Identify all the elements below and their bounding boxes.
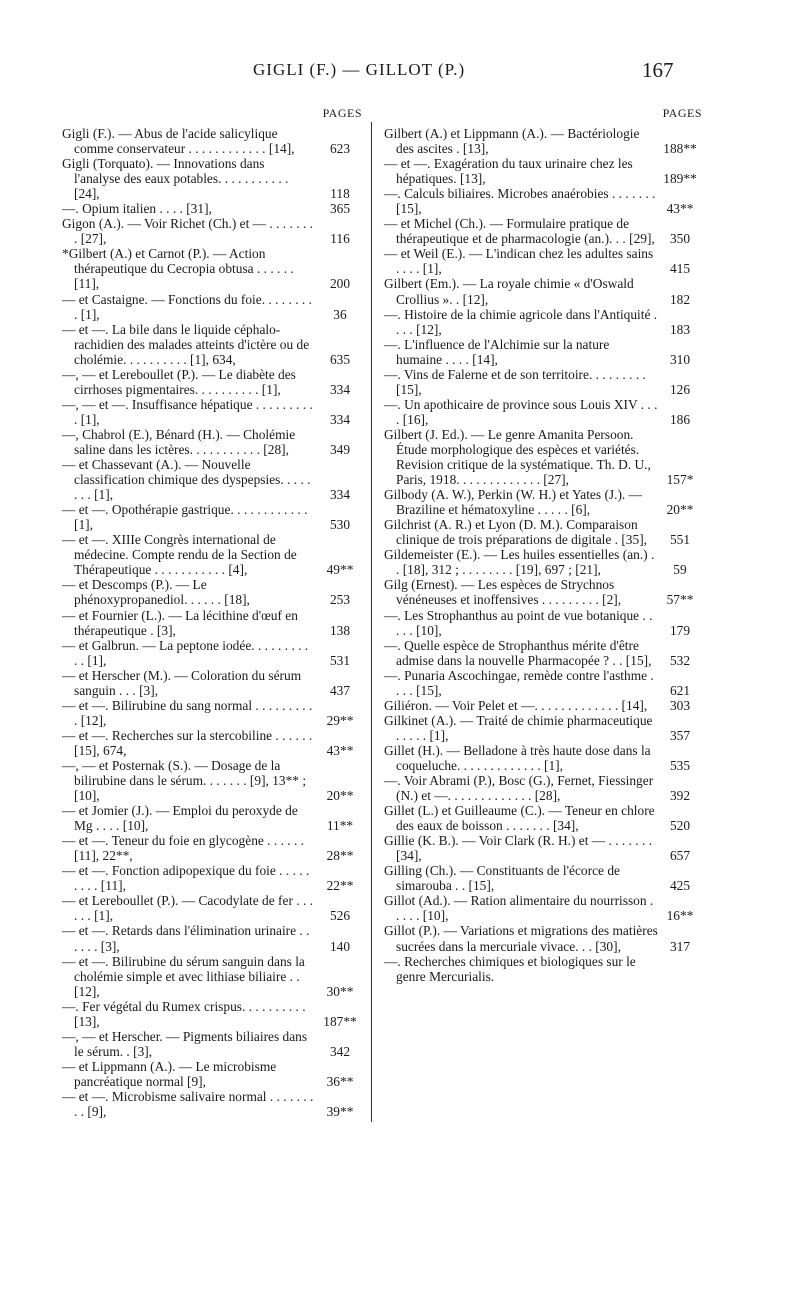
entry-text: — et —. La bile dans le liquide céphalo-rachidien des malades atteints d'ictère ou de cholémie. . . . . . . . . . [1], 634, [62,321,310,367]
entry-text: —, — et Lereboullet (P.). — Le diabète des cirrhoses pigmentaires. . . . . . . . . . [1], [62,366,296,397]
index-entry [384,517,702,547]
entry-page: 530 [329,517,351,533]
index-entry [62,954,362,999]
entry-text: —. Quelle espèce de Strophanthus mérite d'être admise dans la nouvelle Pharmacopée ? . . [15], [384,637,652,668]
entry-text: Gillot (Ad.). — Ration alimentaire du nourrisson . . . . . [10], [384,893,654,924]
right-column [384,106,702,984]
index-entry [384,367,702,397]
index-entry [62,246,362,291]
entry-page: 532 [669,652,691,668]
entry-page: 437 [329,682,351,698]
entry-text: — et Lippmann (A.). — Le microbisme pancréatique normal [9], [62,1058,277,1089]
index-entry [62,1059,362,1089]
entry-text: —. Les Strophanthus au point de vue botanique . . . . . [10], [384,607,653,638]
entry-page: 342 [329,1043,351,1059]
entry-text: Gilkinet (A.). — Traité de chimie pharmaceutique . . . . . [1], [384,712,653,743]
entry-page: 623 [329,141,351,157]
entry-text: — et —. XIIIe Congrès international de médecine. Compte rendu de la Section de Thérapeutique . . . . . . . . . . . [4], [62,532,297,578]
entry-page: 59 [673,562,687,578]
pages-column-heading: PAGES [662,106,702,120]
entry-text: — et Galbrun. — La peptone iodée. . . . . . . . . . . [1], [62,637,309,668]
entry-text: — et —. Teneur du foie en glycogène . . . . . . [11], 22**, [62,833,305,864]
entry-page: 28** [326,848,354,864]
entry-page: 36** [326,1073,354,1089]
entry-text: —. Calculs biliaires. Microbes anaérobies . . . . . . . [15], [384,186,656,217]
entry-text: — et Descomps (P.). — Le phénoxypropanediol. . . . . . [18], [62,577,250,608]
entry-page: 116 [330,231,350,247]
column-divider [371,122,372,1122]
index-entry [62,1029,362,1059]
entry-page: 334 [329,381,351,397]
index-entry [62,698,362,728]
entry-text: Gilbert (Em.). — La royale chimie « d'Oswald Crollius ». . [12], [384,276,634,307]
index-entry [62,803,362,833]
index-entry [62,608,362,638]
index-entry [384,577,702,607]
entry-page: 138 [329,622,351,638]
entry-text: Gillet (L.) et Guilleaume (C.). — Teneur en chlore des eaux de boisson . . . . . . . [34], [384,803,655,834]
entry-page: 531 [329,652,351,668]
index-entry [62,397,362,427]
index-entry [62,728,362,758]
entry-page: 334 [329,487,351,503]
entry-text: Gillot (P.). — Variations et migrations des matières sucrées dans la mercuriale vivace. . . [30], [384,923,658,954]
index-entry [62,216,362,246]
index-entry [384,608,702,638]
entry-page: 365 [329,201,351,217]
index-entry [384,923,702,953]
entry-page: 179 [669,622,691,638]
entry-text: Gillet (H.). — Belladone à très haute dose dans la coqueluche. . . . . . . . . . . . . [1], [384,742,651,773]
index-entry [384,863,702,893]
entry-page: 310 [669,351,691,367]
entry-page: 392 [669,788,691,804]
entry-text: — et —. Bilirubine du sang normal . . . . . . . . . . [12], [62,697,313,728]
entry-text: —, — et Posternak (S.). — Dosage de la bilirubine dans le sérum. . . . . . . [9], 13** ; [10], [62,757,307,804]
entry-page: 140 [329,938,351,954]
entry-page: 415 [669,261,691,277]
index-entry [384,547,702,577]
entry-text: — et —. Exagération du taux urinaire chez les hépatiques. [13], [384,156,633,187]
entry-page: 29** [326,712,354,728]
index-entry [62,863,362,893]
index-entry [62,292,362,322]
index-entry [62,833,362,863]
entry-page: 635 [329,351,351,367]
index-entry [384,638,702,668]
entry-text: —. Punaria Ascochingae, remède contre l'asthme . . . . [15], [384,667,654,698]
index-entry [384,246,702,276]
entry-text: —, Chabrol (E.), Bénard (H.). — Cholémie saline dans les ictères. . . . . . . . . . . [28], [62,426,296,457]
entry-text: — et Chassevant (A.). — Nouvelle classification chimique des dyspepsies. . . . . . . . [1], [62,457,311,503]
entry-page: 357 [669,727,691,743]
entry-text: —. Un apothicaire de province sous Louis XIV . . . . [16], [384,396,658,427]
entry-page: 526 [329,908,351,924]
entry-text: —. L'influence de l'Alchimie sur la nature humaine . . . . [14], [384,336,610,367]
entry-text: — et Jomier (J.). — Emploi du peroxyde de Mg . . . . [10], [62,803,298,834]
index-entry [384,397,702,427]
entry-text: —, — et —. Insuffisance hépatique . . . . . . . . . . [1], [62,396,313,427]
index-entry [384,893,702,923]
index-entry [384,487,702,517]
index-entry [384,713,702,743]
entry-text: Gilbody (A. W.), Perkin (W. H.) et Yates (J.). — Braziline et hématoxyline . . . . . [6], [384,487,643,518]
entry-page: 303 [669,697,691,713]
entry-page: 157* [666,472,694,488]
entry-text: Gillie (K. B.). — Voir Clark (R. H.) et — . . . . . . . [34], [384,833,653,864]
index-entry [62,999,362,1029]
entry-text: — et —. Fonction adipopexique du foie . . . . . . . . . [11], [62,863,310,894]
index-entry [384,773,702,803]
entry-page: 187** [323,1013,357,1029]
entry-text: *Gilbert (A.) et Carnot (P.). — Action thérapeutique du Cecropia obtusa . . . . . . [11], [62,246,294,292]
entry-page: 126 [669,381,691,397]
entry-text: Gilchrist (A. R.) et Lyon (D. M.). Comparaison clinique de trois préparations de digitale . [35], [384,517,647,548]
index-entry [384,186,702,216]
pages-column-heading: PAGES [322,106,362,120]
entry-page: 43** [666,201,694,217]
entry-page: 535 [669,757,691,773]
index-entry [62,156,362,201]
entry-page: 186 [669,411,691,427]
entry-text: — et Castaigne. — Fonctions du foie. . . . . . . . . [1], [62,291,312,322]
entry-text: — et Herscher (M.). — Coloration du sérum sanguin . . . [3], [62,667,302,698]
entry-text: — et Michel (Ch.). — Formulaire pratique de thérapeutique et de pharmacologie (an.). . . [29], [384,216,655,247]
index-entry [62,638,362,668]
entry-text: Gilg (Ernest). — Les espèces de Strychnos vénéneuses et inoffensives . . . . . . . . . [2], [384,577,622,608]
entry-page: 22** [326,878,354,894]
entry-page: 621 [669,682,691,698]
entry-text: Gigli (Torquato). — Innovations dans l'analyse des eaux potables. . . . . . . . . . . [24], [62,156,289,202]
index-entry [62,758,362,803]
index-entry [384,337,702,367]
entry-text: — et —. Bilirubine du sérum sanguin dans la cholémie simple et avec lithiase biliaire . . [12], [62,953,305,999]
index-entry [384,307,702,337]
entry-text: —. Fer végétal du Rumex crispus. . . . . . . . . . [13], [62,998,306,1029]
entry-text: Gigli (F.). — Abus de l'acide salicylique comme conservateur . . . . . . . . . . . . [14], [62,126,295,157]
entry-text: —. Recherches chimiques et biologiques sur le genre Mercurialis. [384,953,636,984]
entry-text: Giliéron. — Voir Pelet et —. . . . . . . . . . . . . [14], [384,697,648,713]
index-entry [384,668,702,698]
entry-text: —. Voir Abrami (P.), Bosc (G.), Fernet, Fiessinger (N.) et —. . . . . . . . . . . . . [28], [384,773,654,804]
entry-text: Gilbert (J. Ed.). — Le genre Amanita Persoon. Étude morphologique des espèces et variétés. Revision critique de la systématique. Th. D. U., Paris, 1918. . . . . . . . . . . . . [27], [384,426,651,488]
entry-text: —, — et Herscher. — Pigments biliaires dans le sérum. . [3], [62,1028,308,1059]
left-column [62,106,362,1119]
entry-page: 317 [669,938,691,954]
entry-text: — et Lereboullet (P.). — Cacodylate de fer . . . . . . [1], [62,893,313,924]
index-entry [384,743,702,773]
index-entry [62,893,362,923]
entry-text: — et —. Retards dans l'élimination urinaire . . . . . . [3], [62,923,310,954]
entry-page: 200 [329,276,351,292]
index-entry [62,427,362,457]
index-entry [62,322,362,367]
index-entry [62,457,362,502]
index-entry-list [62,126,362,1119]
entry-text: Gildemeister (E.). — Les huiles essentielles (an.) . . [18], 312 ; . . . . . . . . [19], 697 ; [21], [384,547,655,578]
entry-text: — et Fournier (L.). — La lécithine d'œuf en thérapeutique . [3], [62,607,298,638]
page-number: 167 [642,58,674,82]
entry-text: — et —. Microbisme salivaire normal . . . . . . . . . [9], [62,1089,314,1120]
entry-text: —. Histoire de la chimie agricole dans l'Antiquité . . . . [12], [384,306,658,337]
entry-page: 188** [663,141,697,157]
entry-page: 118 [330,186,350,202]
running-header [0,58,800,88]
entry-page: 20** [666,502,694,518]
index-entry [384,216,702,246]
entry-page: 253 [329,592,351,608]
index-entry [62,532,362,577]
entry-page: 36 [333,306,347,322]
entry-text: Gilbert (A.) et Lippmann (A.). — Bactériologie des ascites . [13], [384,126,640,157]
index-entry [62,1089,362,1119]
entry-page: 334 [329,411,351,427]
entry-text: Gigon (A.). — Voir Richet (Ch.) et — . . . . . . . . [27], [62,216,313,247]
index-entry [62,923,362,953]
entry-page: 49** [326,562,354,578]
entry-page: 16** [666,908,694,924]
entry-page: 43** [326,742,354,758]
index-entry [62,367,362,397]
index-entry [384,954,702,984]
entry-page: 20** [326,788,354,804]
entry-page: 349 [329,441,351,457]
index-entry [384,698,702,713]
index-entry [62,126,362,156]
entry-text: — et —. Opothérapie gastrique. . . . . . . . . . . . [1], [62,502,308,533]
entry-page: 189** [663,171,697,187]
index-entry [62,201,362,216]
index-entry-list [384,126,702,984]
entry-page: 425 [669,878,691,894]
index-entry [384,427,702,487]
index-entry [62,502,362,532]
index-entry [384,126,702,156]
running-title: GIGLI (F.) — GILLOT (P.) [253,60,466,79]
index-entry [62,577,362,607]
entry-page: 39** [326,1104,354,1120]
entry-page: 657 [669,848,691,864]
entry-page: 183 [669,321,691,337]
entry-text: —. Vins de Falerne et de son territoire. . . . . . . . . [15], [384,366,646,397]
entry-page: 30** [326,983,354,999]
entry-page: 182 [669,291,691,307]
index-entry [384,276,702,306]
entry-text: —. Opium italien . . . . [31], [62,201,212,217]
entry-page: 11** [326,818,354,834]
entry-page: 551 [669,532,691,548]
index-entry [384,803,702,833]
index-entry [384,833,702,863]
entry-page: 57** [666,592,694,608]
entry-page: 520 [669,818,691,834]
entry-page: 350 [669,231,691,247]
index-entry [62,668,362,698]
entry-text: — et Weil (E.). — L'indican chez les adultes sains . . . . [1], [384,246,654,277]
index-entry [384,156,702,186]
entry-text: — et —. Recherches sur la stercobiline . . . . . . [15], 674, [62,727,313,758]
entry-text: Gilling (Ch.). — Constituants de l'écorce de simarouba . . [15], [384,863,620,894]
